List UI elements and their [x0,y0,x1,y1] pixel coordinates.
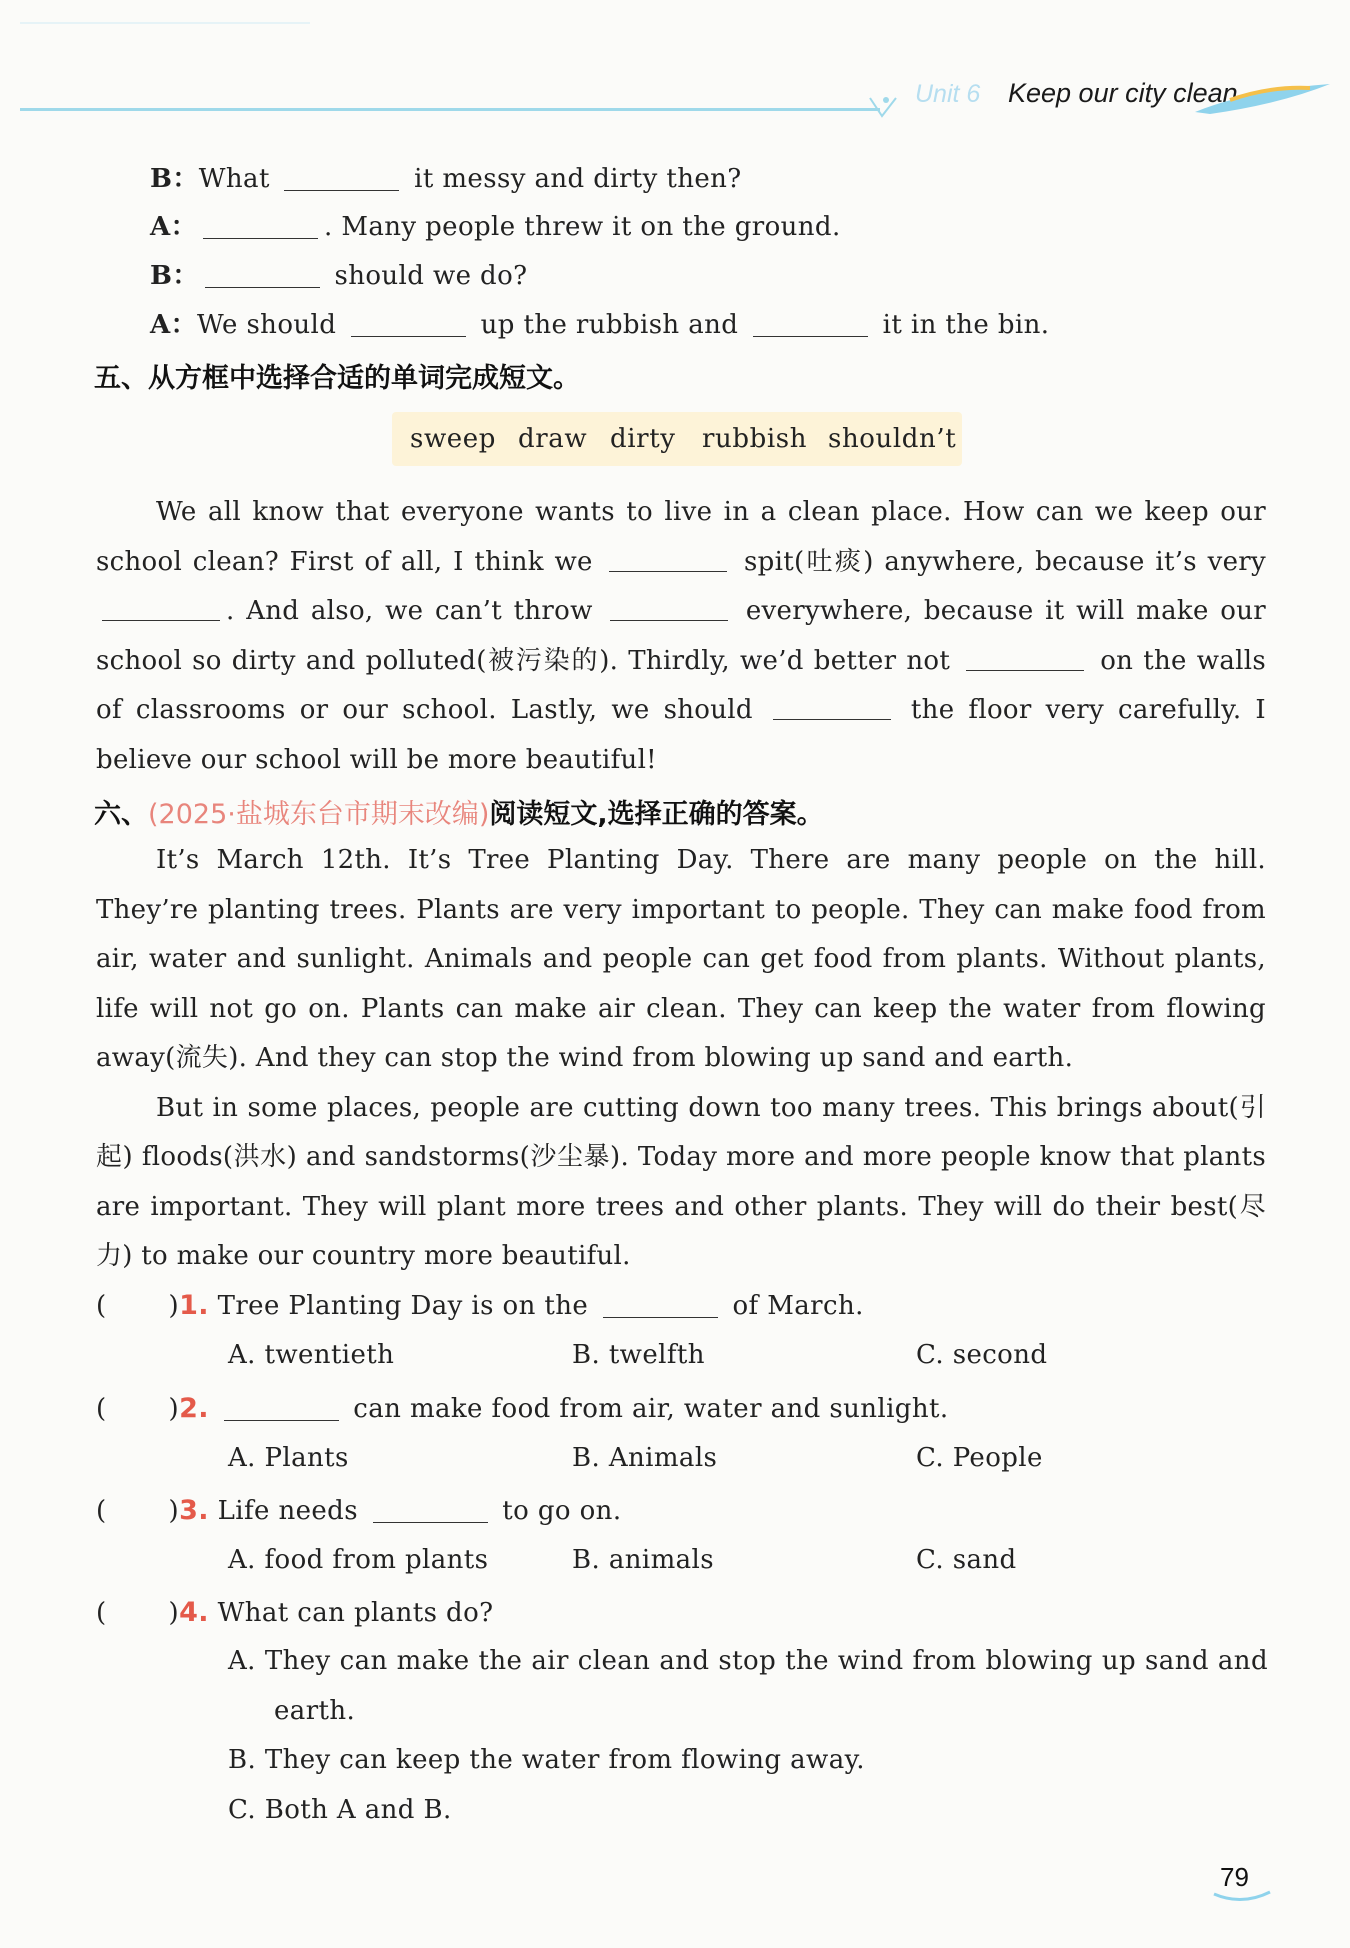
speaker: A： [150,310,197,340]
passage-text: We all know that everyone wants to live in a clean place. How can we keep our school [96,497,1266,577]
section-5-title: 五、从方框中选择合适的单词完成短文。 [94,363,580,394]
answer-blank[interactable] [203,212,318,239]
passage-blank[interactable] [610,596,728,621]
unit-label: Unit 6 [915,80,981,108]
question-4 [96,1597,493,1628]
answer-paren: ( [96,1394,107,1424]
answer-paren: ) [168,1291,180,1321]
answer-blank[interactable] [373,1496,488,1523]
header-line [20,108,880,111]
dialogue-line-3 [150,255,528,292]
option-c[interactable]: C. People [916,1443,1043,1473]
dialogue-text: it messy and dirty then? [405,164,742,194]
word-box [392,412,962,466]
passage-paragraph: It’s March 12th. It’s Tree Planting Day. There are many people on the hill. They’re planting trees. Plants are very important to people. They can make food from air, water and sunlight. Animals and people can get food from plants. Without plants, life will not go on. Plants can make air clean. They can keep the water from flowing away(流失). And they can stop the wind from blowing up sand and earth. [96,845,1266,1073]
question-text: Tree Planting Day is on the [217,1291,597,1321]
question-2 [96,1393,949,1424]
question-number: 3. [179,1495,209,1526]
unit-title: Keep our city clean [1008,78,1238,108]
answer-paren: ( [96,1598,107,1628]
option-a[interactable]: A. twentieth [228,1340,395,1370]
dialogue-text: should we do? [325,261,528,291]
option-b[interactable]: B. Animals [572,1443,718,1473]
dialogue-text: What [198,164,279,194]
section-5-passage [96,488,1266,785]
option-a[interactable]: A. food from plants [228,1545,489,1575]
passage-text: the floor very carefully. I believe our school will be more beautiful! [96,695,1266,775]
question-text: of March. [723,1291,864,1321]
answer-paren: ) [168,1394,180,1424]
passage-blank[interactable] [609,547,727,572]
answer-blank[interactable] [284,164,399,191]
question-number: 2. [179,1393,209,1424]
dialogue-text: . Many people threw it on the ground. [323,212,841,242]
option-b[interactable]: B. twelfth [572,1340,705,1370]
word-option: dirty [610,424,676,454]
speaker: A： [150,212,197,242]
word-option: rubbish [702,424,808,454]
option-c[interactable]: C. sand [916,1545,1017,1575]
option-b[interactable]: B. They can keep the water from flowing away. [228,1745,865,1775]
question-text: to go on. [493,1496,622,1526]
passage-blank[interactable] [966,646,1084,671]
question-text: What can plants do? [217,1598,494,1628]
option-b[interactable]: B. animals [572,1545,715,1575]
option-c[interactable]: C. Both A and B. [228,1795,452,1825]
option-a[interactable]: A. Plants [228,1443,349,1473]
section-6-passage [96,836,1266,1282]
section-instruction: 阅读短文,选择正确的答案。 [489,799,824,830]
passage-text: spit(吐痰) anywhere, because it’s very [733,546,1266,577]
option-c[interactable]: C. second [916,1340,1048,1370]
source-note: (2025·盐城东台市期末改编) [148,799,490,830]
dialogue-text: it in the bin. [874,310,1050,340]
question-text: can make food from air, water and sunlight. [344,1394,949,1424]
section-number: 六、 [94,799,148,830]
speaker: B： [150,261,199,291]
passage-paragraph: But in some places, people are cutting down too many trees. This brings about(引起) floods(洪水) and sandstorms(沙尘暴). Today more and more people know that plants are important. They will plant more trees and other plants. They will do their best(尽力) to make our country more beautiful. [96,1092,1266,1271]
question-1 [96,1290,864,1321]
word-option: shouldn’t [828,424,957,454]
dialogue-line-1 [150,158,742,195]
question-text: Life needs [217,1496,367,1526]
answer-blank[interactable] [351,310,466,337]
answer-blank[interactable] [603,1291,718,1318]
passage-blank[interactable] [773,695,891,720]
answer-paren: ) [168,1496,180,1526]
question-number: 1. [179,1290,209,1321]
dialogue-line-4 [150,304,1049,341]
passage-text: everywhere, because it will make our school so dirty and polluted(被污染的). Thirdly, we’d better not [96,596,1266,676]
answer-blank[interactable] [205,261,320,288]
answer-blank[interactable] [224,1394,339,1421]
answer-paren: ( [96,1496,107,1526]
question-3 [96,1495,622,1526]
passage-text: on the walls of classrooms or our school. Lastly, we should [96,645,1267,725]
answer-paren: ( [96,1291,107,1321]
passage-text: . And also, we can’t throw [226,596,605,626]
word-option: sweep [410,424,497,454]
section-6-title [94,792,824,831]
answer-paren: ) [168,1598,180,1628]
option-a[interactable]: A. They can make the air clean and stop the wind from blowing up sand and [228,1646,1268,1676]
dialogue-text: We should [196,310,345,340]
answer-blank[interactable] [753,310,868,337]
header-check-icon [868,96,898,122]
passage-text: clean? First of all, I think we [192,546,604,577]
option-a-continued: earth. [274,1696,356,1726]
page-number: 79 [1220,1862,1249,1892]
question-number: 4. [179,1597,209,1628]
speaker: B： [150,164,199,194]
passage-blank[interactable] [102,596,220,621]
swoosh-decoration-icon [1190,82,1340,118]
dialogue-line-2 [150,206,841,243]
dialogue-text: up the rubbish and [471,310,747,340]
header-top-line [20,22,310,24]
page-number-swoosh-icon [1212,1890,1272,1906]
word-option: draw [518,424,588,454]
